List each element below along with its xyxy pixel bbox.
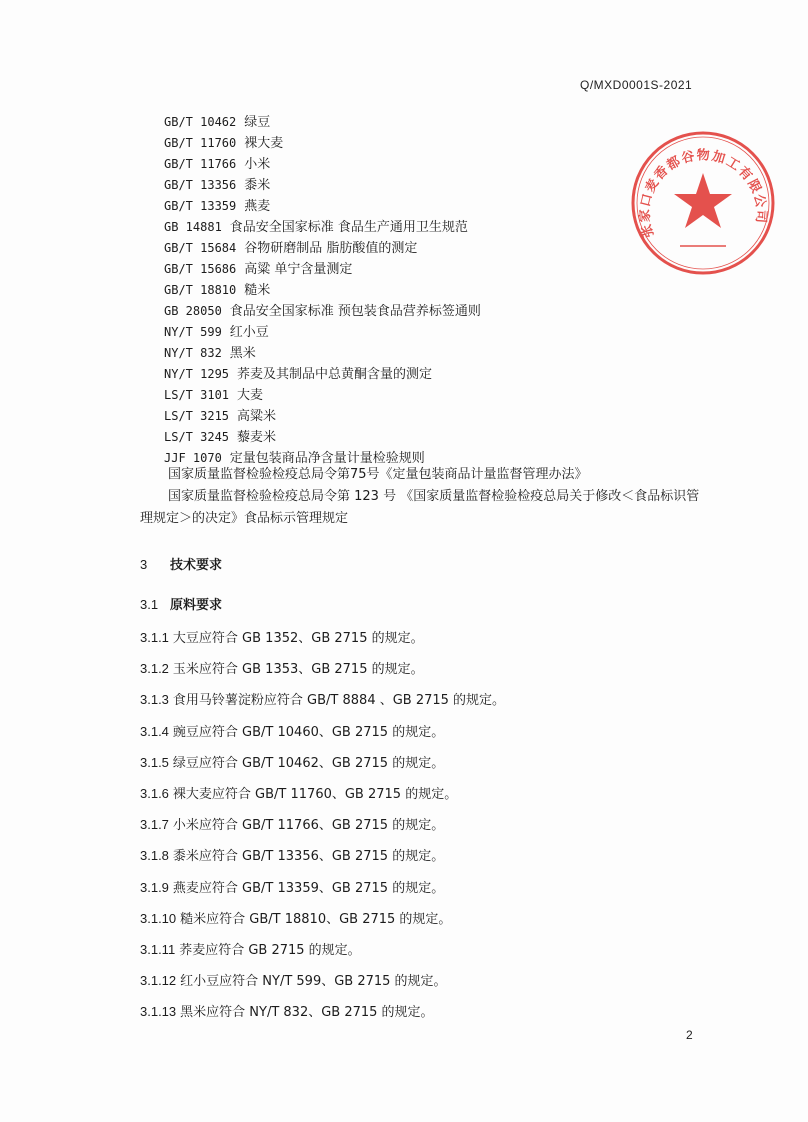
reference-item [164,133,481,154]
reference-code: GB/T 13356 [164,178,237,192]
requirement-text: 绿豆应符合 GB/T 10462、GB 2715 的规定。 [172,755,445,771]
requirement-number: 3.1.11 [140,942,176,957]
reference-title: 食品安全国家标准 食品生产通用卫生规范 [229,220,468,235]
requirement-number: 3.1.3 [140,692,169,708]
requirement-item [140,752,444,771]
reference-title: 谷物研磨制品 脂肪酸值的测定 [244,241,418,256]
svg-text:张家口麦香都谷物加工有限公司: 张家口麦香都谷物加工有限公司 [637,148,769,240]
requirement-number: 3.1.8 [140,848,169,864]
reference-title: 黍米 [244,178,271,193]
reference-code: GB/T 15686 [164,262,237,276]
requirement-item [140,939,361,958]
requirement-item [140,970,447,989]
reference-title: 小米 [244,157,271,172]
decree-123: 国家质量监督检验检疫总局令第 123 号 《国家质量监督检验检疫总局关于修改＜食品标识管理规定＞的决定》食品标示管理规定 [140,489,700,526]
reference-item [164,385,481,406]
section-3-1-title: 原料要求 [170,598,223,613]
reference-item [164,322,481,343]
requirement-number: 3.1.7 [140,817,169,833]
reference-title: 黑米 [229,346,256,361]
reference-item [164,427,481,448]
reference-title: 红小豆 [229,325,269,340]
reference-code: GB/T 13359 [164,199,237,213]
reference-item [164,112,481,133]
requirement-item [140,814,444,833]
reference-item [164,217,481,238]
company-seal [628,128,778,278]
reference-code: NY/T 1295 [164,367,230,381]
reference-title: 高粱米 [237,409,277,424]
reference-title: 定量包装商品净含量计量检验规则 [229,451,425,466]
requirement-number: 3.1.10 [140,910,177,926]
reference-item [164,259,481,280]
reference-title: 裸大麦 [244,136,284,151]
requirement-number: 3.1.13 [140,1004,177,1020]
reference-item [164,154,481,175]
reference-code: GB 28050 [164,304,222,318]
requirement-item [140,908,451,927]
requirement-item [140,721,444,740]
reference-code: GB/T 10462 [164,115,237,129]
requirement-item [140,783,457,802]
reference-code: JJF 1070 [164,451,222,465]
requirement-item [140,627,424,646]
normative-reference-list [164,112,481,469]
reference-title: 荞麦及其制品中总黄酮含量的测定 [237,367,433,382]
requirement-number: 3.1.12 [140,973,177,989]
reference-item [164,280,481,301]
requirement-text: 小米应符合 GB/T 11766、GB 2715 的规定。 [172,818,445,834]
requirement-text: 燕麦应符合 GB/T 13359、GB 2715 的规定。 [172,880,445,896]
decree-75: 国家质量监督检验检疫总局令第75号《定量包装商品计量监督管理办法》 [168,467,588,482]
reference-item [164,343,481,364]
requirement-number: 3.1.9 [140,879,169,895]
section-3-1-number: 3.1 [140,597,159,612]
reference-item [164,175,481,196]
reference-code: GB/T 15684 [164,241,237,255]
reference-code: GB/T 11760 [164,136,237,150]
requirement-item [140,1001,434,1020]
requirement-item [140,845,444,864]
reference-item [164,301,481,322]
requirement-number: 3.1.6 [140,786,169,801]
reference-title: 藜麦米 [237,430,277,445]
requirement-number: 3.1.1 [140,630,169,645]
requirement-number: 3.1.4 [140,723,169,739]
requirement-text: 裸大麦应符合 GB/T 11760、GB 2715 的规定。 [172,787,458,802]
reference-code: LS/T 3101 [164,388,230,402]
reference-code: GB 14881 [164,220,222,234]
reference-title: 燕麦 [244,199,271,214]
reference-item [164,406,481,427]
reference-title: 糙米 [244,283,271,298]
reference-code: GB/T 11766 [164,157,237,171]
page-number: 2 [686,1028,693,1042]
reference-title: 大麦 [237,388,264,403]
requirement-text: 黑米应符合 NY/T 832、GB 2715 的规定。 [180,1005,434,1021]
reference-code: LS/T 3215 [164,409,230,423]
section-3-number: 3 [140,557,148,572]
section-3-1-heading [140,594,222,613]
reference-title: 高粱 单宁含量测定 [244,262,353,277]
requirement-number: 3.1.2 [140,661,169,677]
requirement-text: 玉米应符合 GB 1353、GB 2715 的规定。 [172,662,424,678]
reference-code: LS/T 3245 [164,430,230,444]
requirement-item [140,877,444,896]
requirement-item [140,658,424,677]
reference-code: NY/T 599 [164,325,222,339]
requirement-text: 荞麦应符合 GB 2715 的规定。 [179,943,361,958]
reference-title: 食品安全国家标准 预包装食品营养标签通则 [229,304,481,319]
section-3-title: 技术要求 [170,558,223,573]
requirement-item [140,689,505,708]
reference-item [164,364,481,385]
reference-title: 绿豆 [244,115,271,130]
reference-item [164,238,481,259]
requirement-number: 3.1.5 [140,754,169,770]
requirement-text: 食用马铃薯淀粉应符合 GB/T 8884 、GB 2715 的规定。 [172,693,506,709]
reference-item [164,196,481,217]
requirement-text: 黍米应符合 GB/T 13356、GB 2715 的规定。 [172,849,445,865]
requirement-text: 红小豆应符合 NY/T 599、GB 2715 的规定。 [180,974,447,990]
requirement-text: 糙米应符合 GB/T 18810、GB 2715 的规定。 [180,911,452,927]
standard-code: Q/MXD0001S-2021 [580,78,693,92]
reference-code: NY/T 832 [164,346,222,360]
section-3-heading [140,554,222,573]
requirement-text: 豌豆应符合 GB/T 10460、GB 2715 的规定。 [172,724,445,740]
requirement-text: 大豆应符合 GB 1352、GB 2715 的规定。 [172,631,424,646]
reference-code: GB/T 18810 [164,283,237,297]
